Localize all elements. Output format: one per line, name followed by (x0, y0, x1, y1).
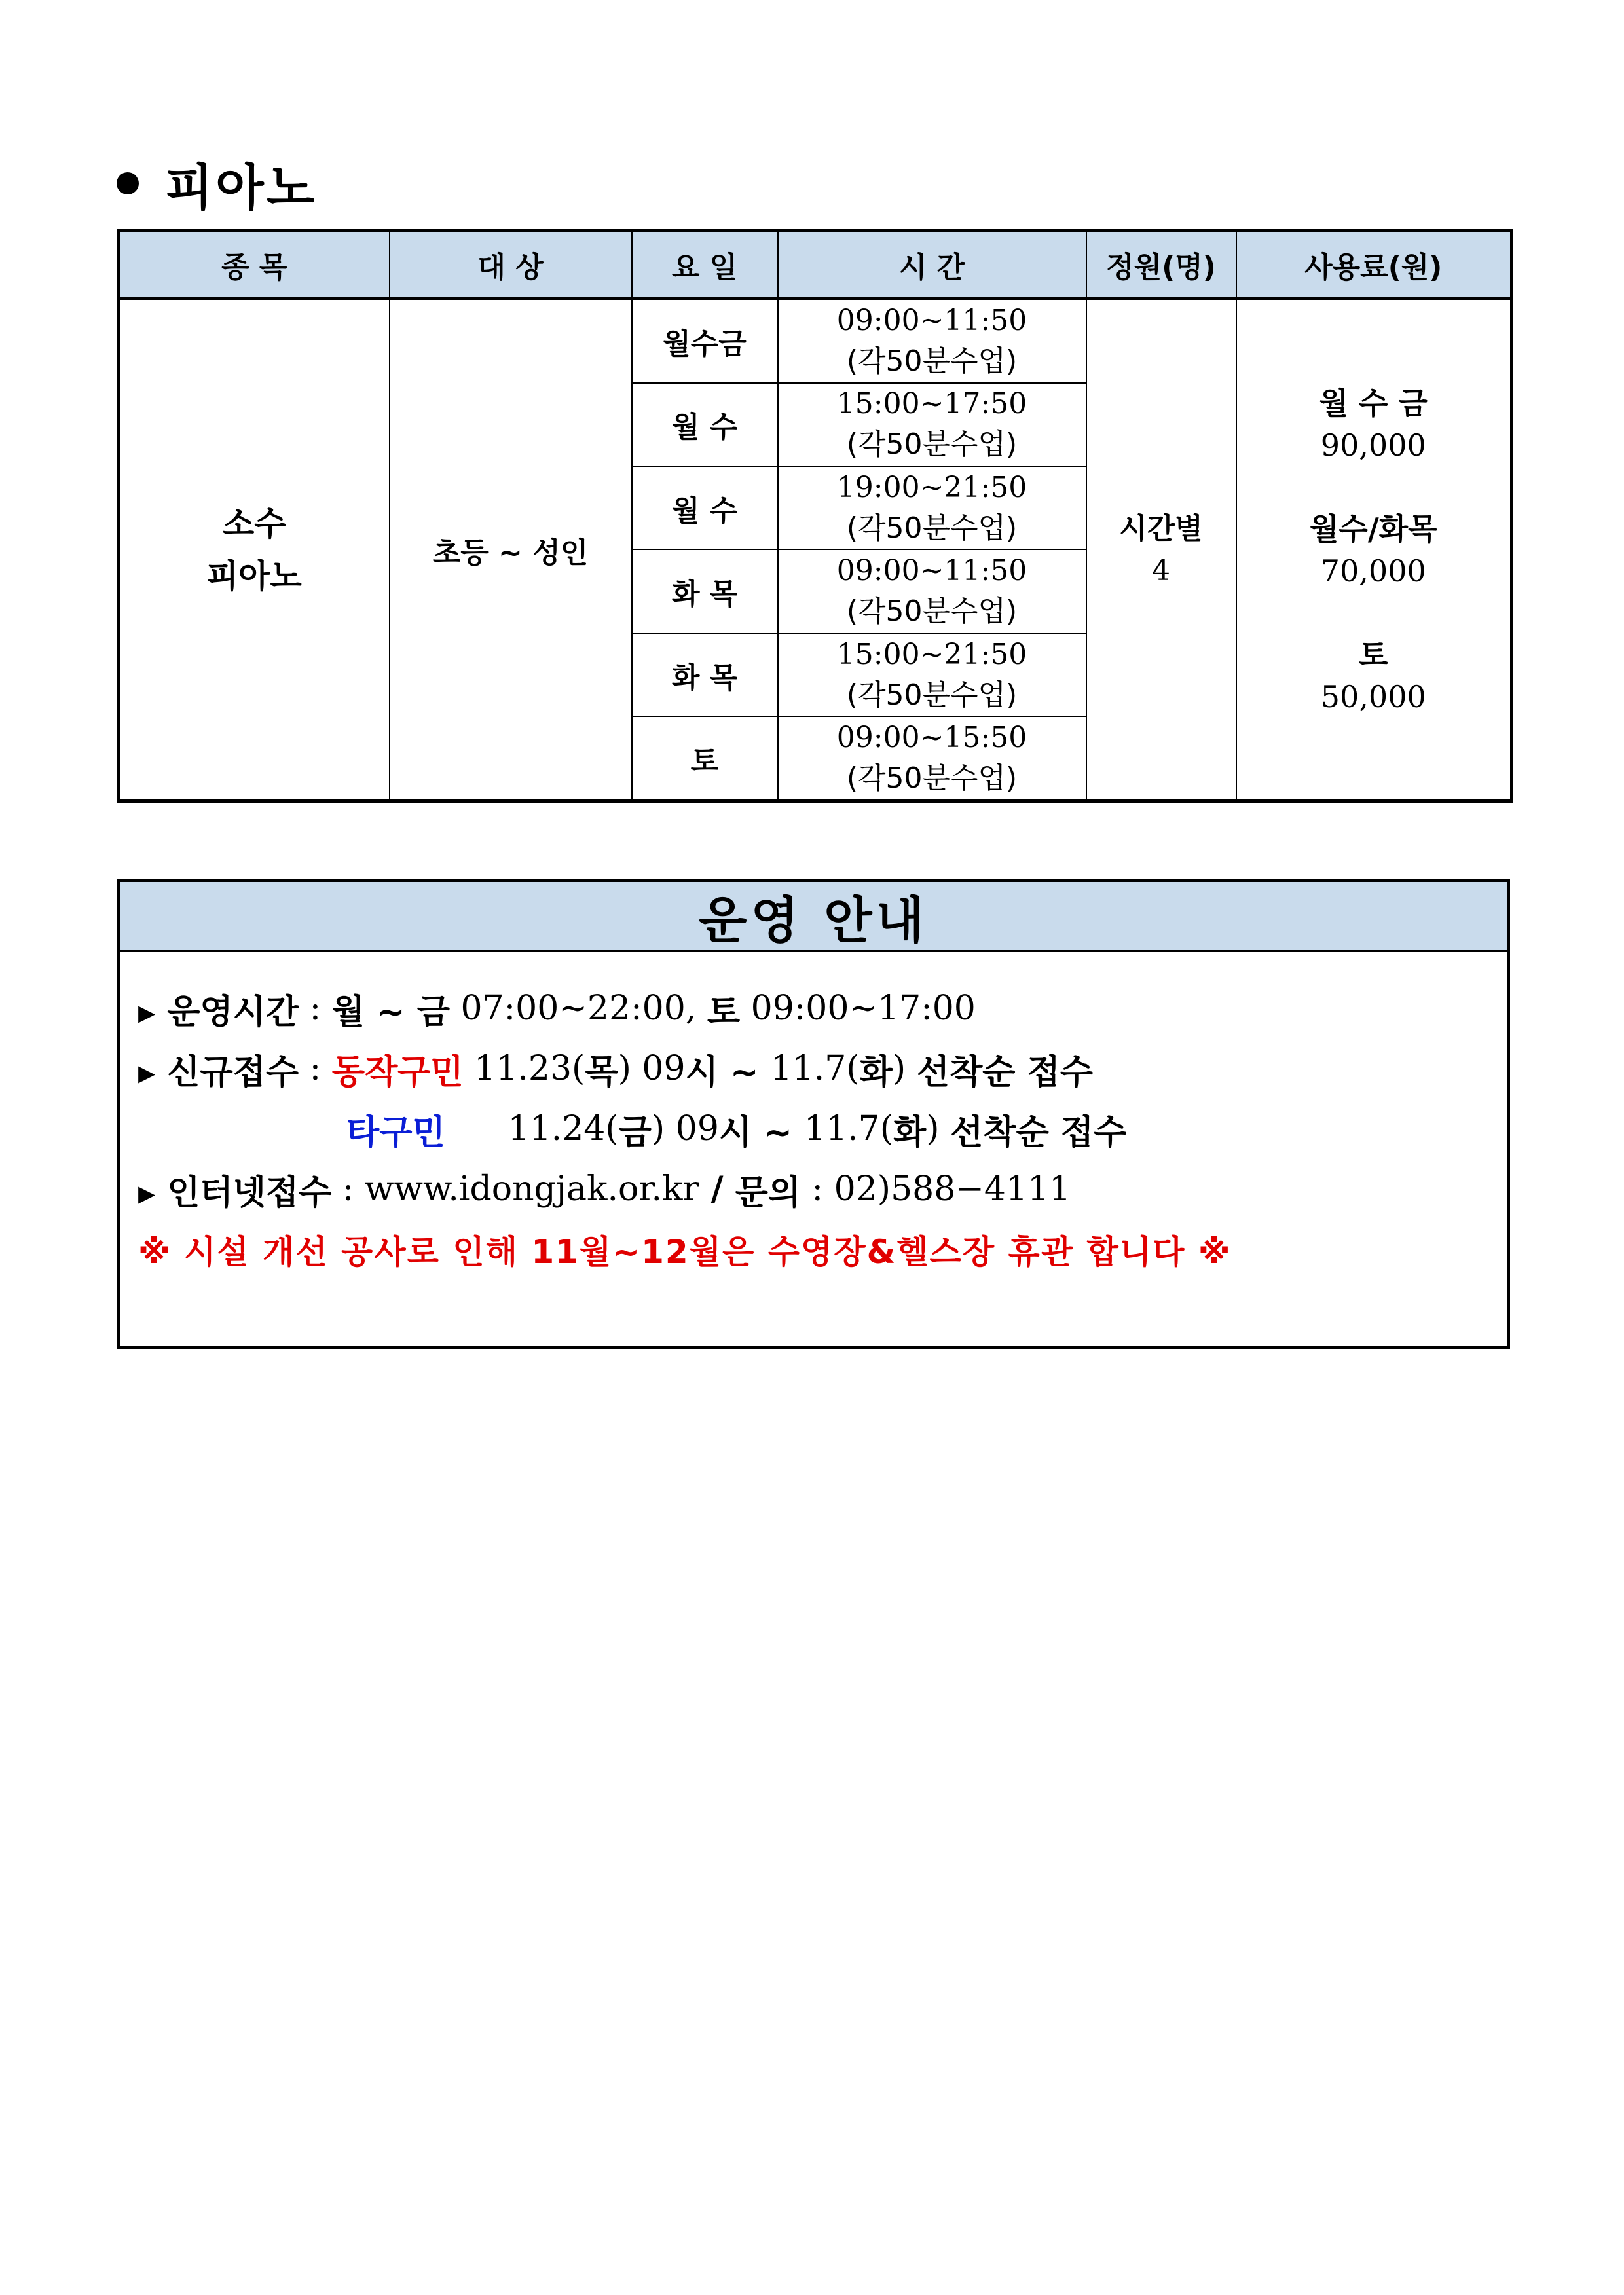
registration-other-end: 11.7( (803, 1109, 893, 1148)
registration-line (138, 1038, 1507, 1099)
time-note: (각50분수업) (846, 595, 1018, 629)
registration-other-end-dow: 화 (893, 1112, 927, 1152)
registration-local-date: 11.23( (463, 1049, 585, 1088)
web-label: ▸ 인터넷접수 (138, 1173, 332, 1213)
web-slash: / (699, 1169, 735, 1209)
hours-sep: : (299, 989, 332, 1028)
header-day: 요 일 (632, 231, 778, 299)
day-cell: 월수금 (632, 299, 778, 383)
bullet-icon (117, 172, 139, 194)
time-cell (778, 716, 1086, 801)
time-note: (각50분수업) (846, 511, 1018, 545)
section-title (117, 144, 317, 223)
header-fee: 사용료(원) (1236, 231, 1512, 299)
capacity-label: 시간별 (1119, 511, 1203, 545)
day-cell: 월 수 (632, 383, 778, 466)
registration-other-tail: 선착순 접수 (950, 1112, 1127, 1152)
registration-other-mid: ) 09 (651, 1109, 719, 1148)
registration-local-end-dow: 화 (859, 1052, 893, 1092)
registration-local-dow: 목 (585, 1052, 618, 1092)
registration-local: 동작구민 (331, 1052, 464, 1092)
capacity-cell (1086, 299, 1236, 801)
header-target: 대 상 (390, 231, 632, 299)
contact-phone: 02)588−4111 (834, 1169, 1071, 1209)
registration-local-tail: 선착순 접수 (916, 1052, 1093, 1092)
sport-line-2: 피아노 (206, 557, 302, 595)
contact-sep: : (801, 1169, 834, 1209)
capacity-value: 4 (1152, 553, 1170, 587)
time-range: 15:00~17:50 (836, 387, 1027, 421)
registration-other: 타구민 (346, 1112, 445, 1152)
section-title-text: 피아노 (165, 158, 318, 217)
registration-sep: : (299, 1049, 332, 1088)
web-sep: : (331, 1169, 365, 1209)
registration-other-close: ) (926, 1109, 951, 1148)
fee-amount: 70,000 (1320, 553, 1426, 589)
hours-sat-time: 09:00~17:00 (740, 989, 976, 1028)
registration-local-end: 11.7( (770, 1049, 860, 1088)
header-capacity: 정원(명) (1086, 231, 1236, 299)
header-time: 시 간 (778, 231, 1086, 299)
web-line (138, 1159, 1507, 1219)
sport-line-1: 소수 (222, 504, 286, 543)
time-cell (778, 633, 1086, 716)
table-row (119, 299, 1512, 383)
fee-label: 월수/화목 (1309, 511, 1437, 547)
day-cell: 토 (632, 716, 778, 801)
time-range: 09:00~11:50 (836, 303, 1027, 337)
time-note: (각50분수업) (846, 344, 1018, 378)
time-note: (각50분수업) (846, 678, 1018, 712)
time-note: (각50분수업) (846, 762, 1018, 796)
header-sport: 종 목 (119, 231, 390, 299)
time-cell (778, 383, 1086, 466)
hours-weekday: 월 ~ 금 (331, 992, 450, 1032)
day-cell: 화 목 (632, 633, 778, 716)
registration-local-hour: 시 ~ (685, 1052, 771, 1092)
time-cell (778, 299, 1086, 383)
notice-title: 운영 안내 (120, 882, 1507, 952)
time-range: 09:00~11:50 (836, 554, 1027, 588)
fee-label: 월 수 금 (1319, 385, 1428, 421)
hours-weekday-time: 07:00~22:00, (449, 989, 707, 1028)
time-range: 09:00~15:50 (836, 721, 1027, 755)
registration-other-line (138, 1099, 1507, 1159)
hours-label: ▸ 운영시간 (138, 992, 299, 1032)
time-range: 15:00~21:50 (836, 637, 1027, 671)
hours-sat: 토 (707, 992, 741, 1032)
registration-other-hour: 시 ~ (718, 1112, 804, 1152)
target-cell: 초등 ~ 성인 (390, 299, 632, 801)
registration-other-dow: 금 (618, 1112, 652, 1152)
fee-amount: 50,000 (1320, 678, 1426, 714)
time-range: 19:00~21:50 (836, 470, 1027, 504)
closure-warning: ※ 시설 개선 공사로 인해 11월~12월은 수영장&헬스장 휴관 합니다 ※ (138, 1233, 1232, 1271)
notice-box (117, 879, 1510, 1349)
registration-local-close: ) (892, 1049, 917, 1088)
time-cell (778, 549, 1086, 633)
registration-other-date: 11.24( (497, 1109, 619, 1148)
web-url[interactable]: www.idongjak.or.kr (364, 1169, 699, 1209)
hours-line (138, 978, 1507, 1038)
time-cell (778, 466, 1086, 549)
schedule-table (117, 229, 1513, 803)
fee-cell (1236, 299, 1512, 801)
contact-label: 문의 (735, 1173, 802, 1213)
header-row (119, 231, 1512, 299)
day-cell: 화 목 (632, 549, 778, 633)
notice-body (120, 952, 1507, 1279)
fee-label: 토 (1359, 636, 1388, 672)
fee-amount: 90,000 (1320, 427, 1426, 463)
sport-cell (119, 299, 390, 801)
day-cell: 월 수 (632, 466, 778, 549)
registration-local-mid: ) 09 (618, 1049, 686, 1088)
time-note: (각50분수업) (846, 428, 1018, 462)
registration-label: ▸ 신규접수 (138, 1052, 299, 1092)
